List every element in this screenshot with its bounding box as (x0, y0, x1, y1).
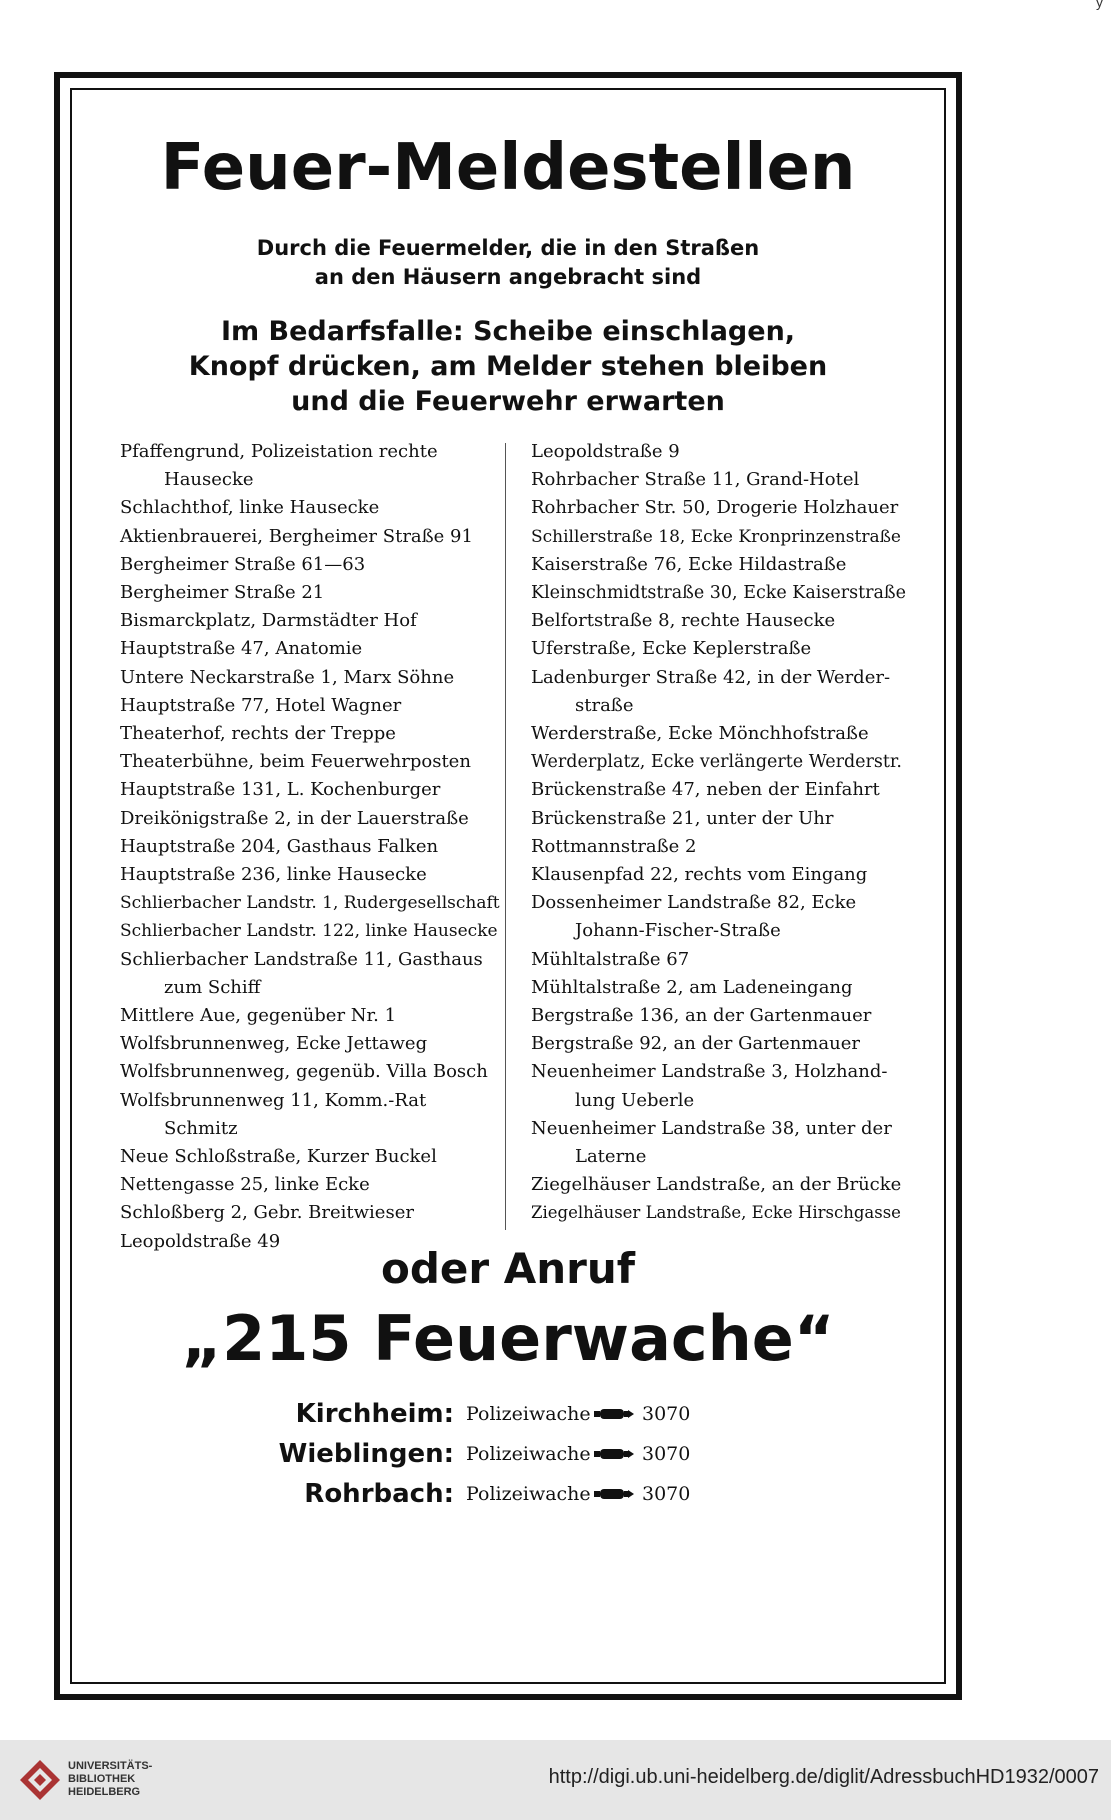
telephone-icon (594, 1406, 634, 1422)
police-stations (60, 1394, 956, 1514)
station-label: Polizeiwache (466, 1483, 591, 1505)
right-location-entry: Leopoldstraße 9 (531, 441, 680, 462)
right-location-entry: Johann-Fischer-Straße (575, 920, 781, 942)
left-location-entry: Bergheimer Straße 61—63 (120, 553, 366, 575)
left-location-entry: zum Schiff (164, 976, 261, 998)
left-location-entry: Bismarckplatz, Darmstädter Hof (120, 610, 417, 632)
left-location-entry: Untere Neckarstraße 1, Marx Söhne (120, 666, 455, 688)
left-location-entry: Theaterhof, rechts der Treppe (120, 723, 396, 745)
left-location-entry: Hauptstraße 236, linke Hausecke (120, 864, 427, 886)
notice-title: Feuer-Meldestellen (160, 131, 856, 205)
left-location-entry: Theaterbühne, beim Feuerwehrposten (120, 751, 471, 773)
instruction-line: Im Bedarfsfalle: Scheibe einschlagen, (220, 316, 796, 347)
left-location-entry: Mittlere Aue, gegenüber Nr. 1 (120, 1005, 397, 1027)
station-label: Polizeiwache (466, 1443, 591, 1465)
right-location-entry: Dossenheimer Landstraße 82, Ecke (531, 892, 857, 914)
left-location-entry: Wolfsbrunnenweg, Ecke Jettaweg (120, 1033, 428, 1055)
notice-frame-outer (54, 72, 962, 1700)
left-location-entry: Schlachthof, linke Hausecke (120, 497, 380, 519)
station-number: 3070 (642, 1483, 691, 1505)
telephone-icon (594, 1446, 634, 1462)
right-location-entry: Kleinschmidtstraße 30, Ecke Kaiserstraße (531, 583, 906, 604)
right-location-entry: Werderstraße, Ecke Mönchhofstraße (531, 723, 869, 745)
right-location-entry: Ziegelhäuser Landstraße, an der Brücke (531, 1174, 902, 1196)
right-location-entry: Ladenburger Straße 42, in der Werder- (531, 666, 891, 688)
station-label: Polizeiwache (466, 1403, 591, 1425)
right-location-entry: Mühltalstraße 2, am Ladeneingang (531, 976, 853, 998)
left-location-entry: Hauptstraße 204, Gasthaus Falken (120, 835, 439, 857)
subtitle-line: an den Häusern angebracht sind (314, 265, 702, 289)
left-location-entry: Hauptstraße 77, Hotel Wagner (120, 694, 402, 716)
left-location-entry: Hauptstraße 131, L. Kochenburger (120, 779, 441, 801)
institution-line: HEIDELBERG (68, 1786, 141, 1798)
right-location-entry: Neuenheimer Landstraße 3, Holzhand- (531, 1061, 888, 1083)
right-location-entry: Werderplatz, Ecke verlängerte Werderstr. (531, 752, 902, 773)
left-location-entry: Schlierbacher Landstr. 1, Rudergesellschaft (120, 893, 500, 914)
left-location-entry: Wolfsbrunnenweg 11, Komm.-Rat (120, 1089, 427, 1111)
station-place: Kirchheim: (295, 1399, 454, 1429)
right-location-entry: Brückenstraße 21, unter der Uhr (531, 807, 834, 829)
instruction-line: Knopf drücken, am Melder stehen bleiben (188, 351, 828, 382)
left-location-entry: Neue Schloßstraße, Kurzer Buckel (120, 1146, 437, 1168)
left-location-entry: Pfaffengrund, Polizeistation rechte (120, 441, 438, 462)
right-location-entry: Schillerstraße 18, Ecke Kronprinzenstraße (531, 526, 901, 547)
left-location-list (120, 438, 508, 1256)
notice-subtitle (60, 234, 956, 292)
call-intro: oder Anruf (380, 1244, 636, 1293)
right-location-entry: straße (575, 694, 634, 716)
station-place: Wieblingen: (278, 1439, 454, 1469)
notice-instructions (60, 314, 956, 419)
right-location-entry: Ziegelhäuser Landstraße, Ecke Hirschgasse (531, 1203, 901, 1223)
station-number: 3070 (642, 1443, 691, 1465)
left-location-entry: Nettengasse 25, linke Ecke (120, 1174, 370, 1196)
left-location-entry: Wolfsbrunnenweg, gegenüb. Villa Bosch (120, 1061, 488, 1083)
station-row-kirchheim (60, 1394, 956, 1434)
left-location-entry: Schlierbacher Landstr. 122, linke Hausecke (120, 921, 498, 942)
left-location-entry: Dreikönigstraße 2, in der Lauerstraße (120, 807, 469, 829)
right-location-entry: Rohrbacher Straße 11, Grand-Hotel (531, 469, 860, 491)
left-location-entry: Bergheimer Straße 21 (120, 582, 325, 604)
right-location-entry: Bergstraße 92, an der Gartenmauer (531, 1033, 860, 1055)
right-location-entry: Kaiserstraße 76, Ecke Hildastraße (531, 553, 847, 575)
left-location-entry: Aktienbrauerei, Bergheimer Straße 91 (120, 525, 473, 547)
right-location-entry: Brückenstraße 47, neben der Einfahrt (531, 779, 880, 801)
station-place: Rohrbach: (304, 1479, 454, 1509)
institution-name (68, 1760, 152, 1799)
university-library-logo (18, 1758, 62, 1802)
right-location-entry: Neuenheimer Landstraße 38, unter der (531, 1117, 892, 1139)
institution-line: BIBLIOTHEK (68, 1773, 136, 1785)
right-location-entry: Laterne (575, 1146, 647, 1168)
right-location-entry: Belfortstraße 8, rechte Hausecke (531, 610, 836, 632)
right-location-list (531, 438, 911, 1228)
left-location-entry: Schloßberg 2, Gebr. Breitwieser (120, 1202, 414, 1224)
right-location-entry: Rottmannstraße 2 (531, 835, 697, 857)
right-location-entry: lung Ueberle (575, 1089, 695, 1111)
right-location-entry: Uferstraße, Ecke Keplerstraße (531, 638, 812, 660)
viewer-footer (0, 1740, 1111, 1820)
instruction-line: und die Feuerwehr erwarten (291, 386, 725, 417)
telephone-icon (594, 1486, 634, 1502)
institution-line: UNIVERSITÄTS- (68, 1760, 153, 1772)
column-divider (505, 443, 506, 1230)
station-number: 3070 (642, 1403, 691, 1425)
right-location-entry: Rohrbacher Str. 50, Drogerie Holzhauer (531, 497, 899, 519)
left-location-entry: Schmitz (164, 1117, 238, 1139)
page-corner-mark: y (1096, 0, 1103, 10)
right-location-entry: Bergstraße 136, an der Gartenmauer (531, 1005, 872, 1027)
right-location-entry: Mühltalstraße 67 (531, 948, 690, 970)
location-columns (120, 438, 928, 1252)
station-row-wieblingen (60, 1434, 956, 1474)
fire-station-number: „215 Feuerwache“ (181, 1302, 835, 1375)
subtitle-line: Durch die Feuermelder, die in den Straßen (256, 236, 760, 260)
right-location-entry: Klausenpfad 22, rechts vom Eingang (531, 864, 868, 886)
station-row-rohrbach (60, 1474, 956, 1514)
left-location-entry: Schlierbacher Landstraße 11, Gasthaus (120, 948, 483, 970)
source-url-link[interactable]: http://digi.ub.uni-heidelberg.de/diglit/AdressbuchHD1932/0007 (548, 1766, 1099, 1788)
left-location-entry: Hausecke (164, 469, 254, 491)
left-location-entry: Leopoldstraße 49 (120, 1230, 281, 1252)
left-location-entry: Hauptstraße 47, Anatomie (120, 638, 363, 660)
